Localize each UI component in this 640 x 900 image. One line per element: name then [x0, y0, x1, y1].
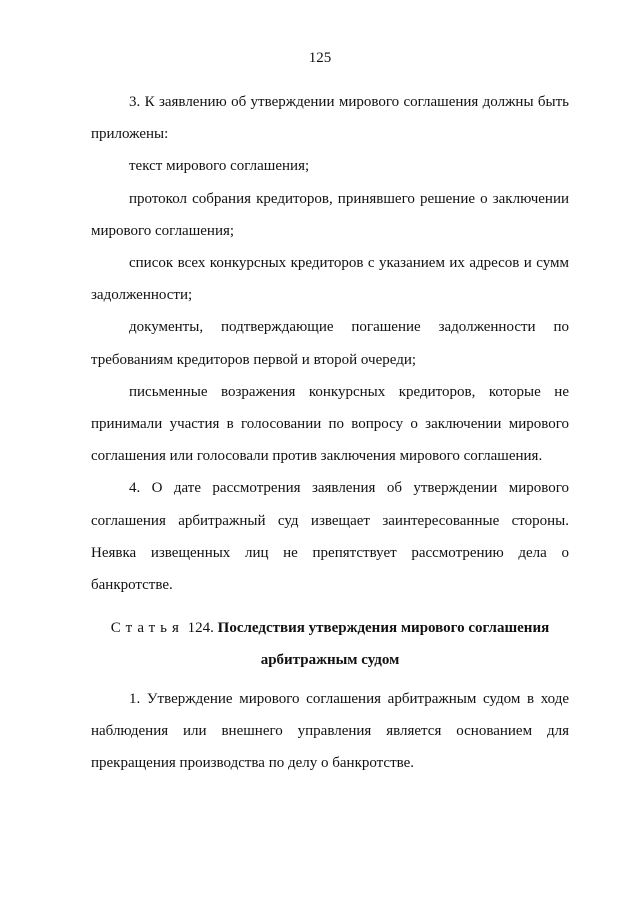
- paragraph-written-objections: письменные возражения конкурсных кредиторов, которые не принимали участия в голосовании по вопросу о заключении мирового соглашения или голосовали против заключения мирового соглашения.: [91, 383, 569, 465]
- paragraph-creditors-list: список всех конкурсных кредиторов с указанием их адресов и сумм задолженности;: [91, 255, 569, 304]
- article-heading: [91, 612, 569, 676]
- page-number: 125: [308, 50, 332, 66]
- paragraph-article-124-item-1: 1. Утверждение мирового соглашения арбитражным судом в ходе наблюдения или внешнего управления является основанием для прекращения производства по делу о банкротстве.: [91, 690, 569, 772]
- paragraph-debt-repayment-documents: документы, подтверждающие погашение задолженности по требованиям кредиторов первой и второй очереди;: [91, 319, 569, 368]
- article-number: 124.: [187, 620, 214, 637]
- document-body: [91, 86, 569, 779]
- article-label: Статья: [110, 620, 184, 637]
- article-title-line-2: арбитражным судом: [260, 652, 400, 669]
- paragraph-creditors-meeting-protocol: протокол собрания кредиторов, принявшего решение о заключении мирового соглашения;: [91, 190, 569, 239]
- article-title-line-1: Последствия утверждения мирового соглашения: [217, 620, 550, 637]
- paragraph-settlement-text: текст мирового соглашения;: [129, 158, 310, 175]
- paragraph-item-3: 3. К заявлению об утверждении мирового соглашения должны быть приложены:: [91, 94, 569, 143]
- paragraph-item-4: 4. О дате рассмотрения заявления об утверждении мирового соглашения арбитражный суд извещает заинтересованные стороны. Неявка извещенных лиц не препятствует рассмотрению дела о банкротстве.: [91, 480, 569, 594]
